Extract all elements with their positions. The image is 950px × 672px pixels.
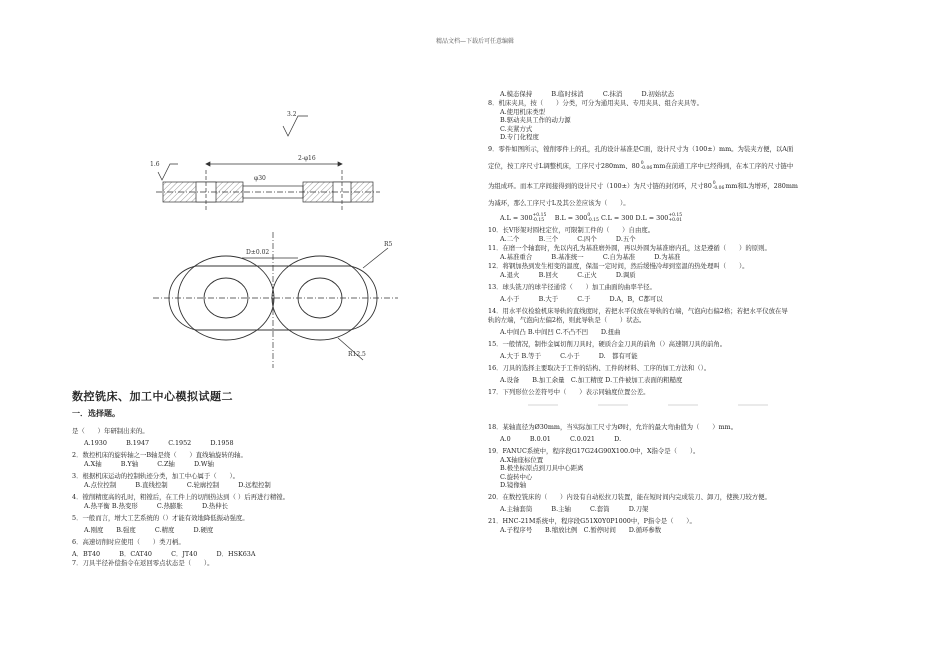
q17-text: 17．下列形位公差符号中（ ）表示同轴度位置公差。 — [488, 387, 650, 396]
question-9-line: 为减环，那么工序尺寸L及其公差应该为（ ）。 — [488, 198, 630, 207]
q9-tol-upper: 0 — [712, 180, 716, 186]
option-line: A.二个 B.三个 C.四个 D.五个 — [500, 234, 636, 243]
question-line: 是（ ）年研制出来的。 — [72, 427, 149, 435]
option-line: D.专门化程度 — [500, 133, 539, 142]
question-9-line — [488, 156, 888, 176]
question-15: 15．一般情况，制作金属切削刀具时，硬质合金刀具的前角（）高速钢刀具的前角。 — [488, 339, 727, 348]
option-line: A.0 B.0.01 C.0.021 D. — [500, 434, 622, 443]
option-line: A.刚度 B.强度 C.精度 D.硬度 — [84, 526, 214, 534]
question-19: 19．FANUC系统中，程序段G17G24G90X100.0中，X指令是（ ）。 — [488, 446, 700, 455]
question-9-line: 9．零件如图所示，镗削零件上的孔，孔的设计基准是C面，设计尺寸为（100±）mm。为装夹方便，以A面 — [488, 144, 794, 153]
question-17 — [488, 388, 888, 409]
option-line: B.驱动夹具工作的动力源 — [500, 116, 571, 125]
option-line: A.子程序号 B.缩放比例 C.暂停时间 D.循环参数 — [500, 525, 662, 534]
dim-left-label: 1.6 — [150, 161, 160, 168]
q9-tol-lower: -0.06 — [640, 165, 653, 171]
question-14-cont: 轨的左端，气泡向左偏2格，则此导轨是（ ）状态。 — [488, 315, 646, 324]
option-line: A.退火 B.回火 C.正火 D.调质 — [500, 270, 636, 279]
option-line: A.中间凸 B.中间凹 C.不凸不凹 D.扭曲 — [500, 327, 621, 336]
option-line: A.主轴套筒 B.主轴 C.套筒 D.刀架 — [500, 504, 649, 513]
option-line: C.夹紧方式 — [500, 124, 533, 133]
option-line: A.使用机床类型 — [500, 107, 545, 116]
question-9-line — [488, 176, 888, 196]
q9-option-d: D.L = 300 — [635, 213, 669, 222]
right-column — [488, 90, 888, 535]
option-line: A.设备 B.加工余量 C.加工精度 D.工件被加工表面的粗糙度 — [500, 375, 683, 384]
question-line: 7．刀具半径补偿指令在返回零点状态是（ ）。 — [72, 559, 214, 567]
question-14: 14．用水平仪检验机床导轨的直线度时，若把水平仪放在导轨的右端，气泡向右偏2格；若把水平仪放在导 — [488, 306, 788, 315]
q9-text: 为组成环。而本工序间接得到的设计尺寸（100±）为尺寸链的封闭环，尺寸80 — [488, 181, 712, 190]
question-20: 20．在数控铣床的（ ）内设有自动松拉刀装置，能在短时间内完成装刀、卸刀，使换刀较方便。 — [488, 492, 771, 501]
question-line: 5．一般而言，增大工艺系统的（）才能有效地降低振动强度。 — [72, 514, 249, 522]
option-line: A.大于 B.等于 C.小于 D. 都有可能 — [500, 351, 638, 360]
question-16: 16．刀具的选择主要取决于工件的结构、工件的材料、工序的加工方法和（）。 — [488, 363, 711, 372]
question-line: 3．根据机床运动的控制轨迹分类，加工中心属于（ ）。 — [72, 472, 240, 480]
option-line: A.模态保持 B.临时抹消 C.抹消 D.初始状态 — [500, 90, 674, 98]
q9-option-b: B.L = 300 — [554, 213, 588, 222]
tol-upper: +0.15 — [532, 212, 547, 218]
option-line: C.旋转中心 — [500, 472, 533, 481]
dim-d-label: D±0.02 — [246, 249, 270, 256]
question-10: 10．长V形架对圆柱定位，可限制工件的（ ）自由度。 — [488, 225, 655, 234]
q9-option-c: C.L = 300 — [600, 213, 634, 222]
q9-tol-lower: -0.06 — [712, 185, 725, 191]
option-line: A.X轴座标位置 — [500, 455, 544, 464]
page-header: 精品文档—下载后可任意编辑 — [435, 38, 514, 45]
question-13: 13．球头铣刀的球半径通常（ ）加工曲面的曲率半径。 — [488, 282, 656, 291]
tolerance-symbols — [528, 401, 808, 409]
q9-text-tail: mm和L为增环，280mm — [725, 181, 798, 190]
tol-upper: 0 — [587, 212, 591, 218]
dim-mid-label: φ30 — [254, 175, 266, 182]
q9-text: 定位，按工序尺寸L调整机床，工序尺寸280mm、80 — [488, 161, 640, 170]
option-line: A.小于 B.大于 C.于 D.A，B，C都可以 — [500, 294, 663, 303]
question-18: 18．某轴直径为Ø30mm，当实际加工尺寸为Ø时，允许的最大弯曲值为（ ）mm。 — [488, 422, 738, 431]
option-line: A.基准重合 B.基准统一 C.自为基准 D.为基准 — [500, 252, 681, 261]
option-line: A.热平衡 B.热变形 C.热膨胀 D.热伸长 — [84, 502, 229, 510]
option-line: A.1930 B.1947 C.1952 D.1958 — [84, 439, 234, 447]
tol-lower: -0.15 — [587, 217, 599, 223]
q9-text-tail: mm在前道工序中已经得到，在本工序的尺寸链中 — [653, 161, 794, 170]
question-line: 6．高速切削时应使用（ ）类刀柄。 — [72, 538, 185, 546]
dim-top-label: 2-φ16 — [298, 155, 316, 162]
tol-upper: +0.15 — [668, 212, 683, 218]
option-line: A.X轴 B.Y轴 C.Z轴 D.W轴 — [84, 460, 214, 468]
question-21: 21．HNC-21M系统中，程序段G51X0Y0P1000中，P指令是（ ）。 — [488, 516, 696, 525]
option-line: A．BT40 B．CAT40 C．JT40 D．HSK63A — [72, 550, 256, 558]
left-column — [72, 388, 402, 568]
roughness-label-corner: 3.2 — [287, 111, 297, 118]
question-line: 2．数控机床的旋转轴之一B轴是绕（ ）直线轴旋转的轴。 — [72, 451, 247, 459]
question-11: 11．在磨一个轴套时，先以内孔为基准磨外圆，再以外圆为基准磨内孔，这是遵循（ ）的原则。 — [488, 243, 771, 252]
part-drawing — [148, 98, 418, 383]
page-title: 数控铣床、加工中心模拟试题二 — [72, 390, 233, 403]
question-12: 12．将钢加热到发生相变的温度，保温一定时间，然后缓慢冷却到室温的热处理叫（ ）。 — [488, 261, 749, 270]
option-line: B.极坐标原点到刀具中心距离 — [500, 464, 584, 473]
dim-side-label: R5 — [384, 241, 393, 248]
option-line: D.镜像轴 — [500, 481, 527, 490]
question-8: 8．机床夹具，按（ ）分类，可分为通用夹具、专用夹具、组合夹具等。 — [488, 99, 703, 107]
question-line: 4．镗削精度高的孔时，粗镗后，在工件上的切削热达到（ ）后再进行精镗。 — [72, 493, 289, 501]
q9-options — [488, 210, 888, 226]
q9-tol-upper: 0 — [640, 160, 644, 166]
dim-bottom-label: R12.5 — [348, 351, 366, 358]
option-line: A.点位控制 B.直线控制 C.轮廓控制 D.远程控制 — [84, 481, 271, 489]
tol-lower: +0.01 — [668, 217, 683, 223]
q9-option-a: A.L = 300 — [500, 213, 533, 222]
tol-lower: -0.15 — [532, 217, 545, 223]
section-heading: 一．选择题。 — [72, 408, 120, 418]
